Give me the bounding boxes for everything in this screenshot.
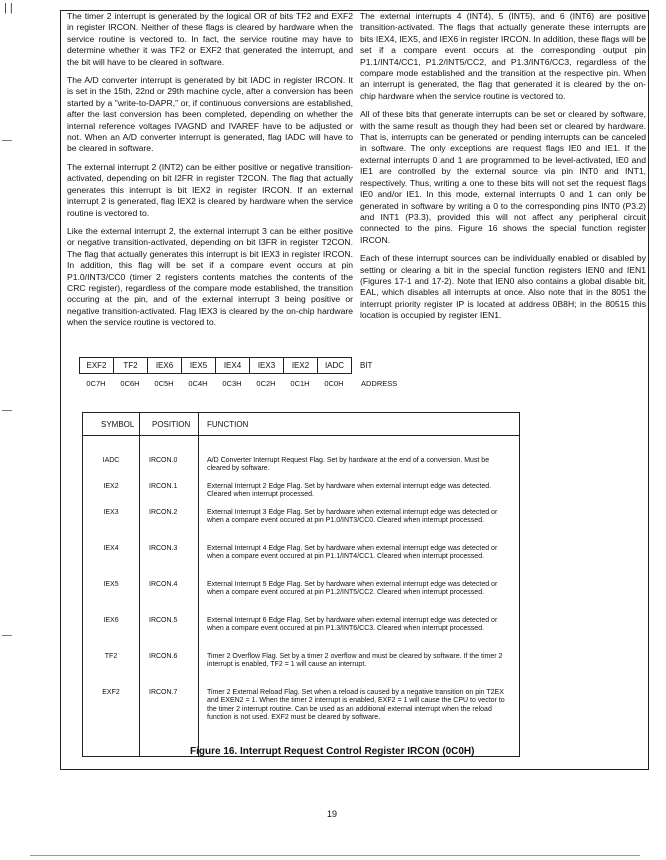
function-cell: External Interrupt 4 Edge Flag. Set by hardware when external interrupt edge was detected or when a compare event occured at pin P1.1/INT4/CC1. Cleared when interrupt processed.: [207, 545, 498, 561]
bit-address: 0C0H: [324, 379, 344, 388]
position-cell: IRCON.6: [149, 653, 178, 660]
symbol-cell: IEX3: [103, 509, 119, 516]
function-cell: External Interrupt 5 Edge Flag. Set by hardware when external interrupt edge was detected or when a compare event occured at pin P1.2/INT5/CC2. Cleared when interrupt processed.: [207, 581, 498, 597]
right-text-column: [360, 11, 646, 329]
bit-address: 0C1H: [290, 379, 310, 388]
table-body: [83, 436, 519, 756]
position-cell: IRCON.3: [149, 545, 178, 552]
margin-tick: [2, 635, 12, 636]
register-bit: IEX5: [181, 357, 216, 374]
address-label: ADDRESS: [361, 379, 398, 388]
paragraph: Each of these interrupt sources can be individually enabled or disabled by setting or clearing a bit in the special function registers IEN0 and IEN1 (Figures 17-1 and 17-2). Note that IEN0 also contains a global disable bit, EAL, which disables all interrupts at once. Also note that in the 8051 the interrupt priority register IP is located at address 0B8H; in the 80515 this location is occupied by register IEN1.: [360, 253, 646, 321]
register-diagram: [79, 357, 397, 388]
register-bit: TF2: [113, 357, 148, 374]
bit-address: 0C4H: [188, 379, 208, 388]
position-cell: IRCON.2: [149, 509, 178, 516]
symbol-cell: IEX5: [103, 581, 119, 588]
function-table: [82, 412, 520, 757]
bit-address: 0C5H: [154, 379, 174, 388]
symbol-cell: IEX4: [103, 545, 119, 552]
function-header: FUNCTION: [198, 413, 519, 435]
figure-caption: Figure 16. Interrupt Request Control Register IRCON (0C0H): [190, 746, 475, 757]
column-divider: [198, 436, 199, 756]
paragraph: The A/D converter interrupt is generated by bit IADC in register IRCON. It is set in the 15th, 22nd or 29th machine cycle, after a conversion has been started by a "write-to-DAPR," or, if continuous conversions are established, after the last conversion has been completed, depending on whether the internal reference voltages IVAGND and IVAREF have to be adjusted or not. When an A/D converter interrupt is generated, flag IADC will have to be cleared in software.: [67, 75, 353, 154]
paragraph: Like the external interrupt 2, the external interrupt 3 can be either positive or negative transition-activated, depending on bit I3FR in register T2CON. The flag that actually generates this interrupt is bit IEX3 in register IRCON. In addition, this flag will be set if a compare event occurs at pin P1.0/INT3/CC0 (timer 2 registers contents matches the contents of the CRC register), regardless of the compare mode established, the transition occuring at the pin, and of the external interrupt 3 being positive or negative transition-activated. Flag IEX3 is cleared by the on-chip hardware when the service routine is vectored to.: [67, 225, 353, 328]
symbol-cell: IADC: [102, 457, 120, 464]
register-bit: IEX4: [215, 357, 250, 374]
function-cell: A/D Converter Interrupt Request Flag. Set by hardware at the end of a conversion. Must be cleared by software.: [207, 457, 490, 473]
register-address-row: [79, 379, 397, 388]
column-divider: [139, 436, 140, 756]
left-text-column: [67, 11, 353, 336]
function-cell: External Interrupt 6 Edge Flag. Set by hardware when external interrupt edge was detected or when a compare event occured at pin P1.3/INT6/CC3. Cleared when interrupt processed.: [207, 617, 498, 633]
margin-tick: [2, 410, 12, 411]
register-bit: IEX2: [283, 357, 318, 374]
position-cell: IRCON.0: [149, 457, 178, 464]
page-number: 19: [327, 809, 338, 819]
position-cell: IRCON.5: [149, 617, 178, 624]
register-bit: IEX6: [147, 357, 182, 374]
symbol-cell: EXF2: [102, 689, 120, 696]
function-cell: Timer 2 Overflow Flag. Set by a timer 2 overflow and must be cleared by software. If the timer 2 interrupt is enabled, TF2 = 1 will cause an interrupt.: [207, 653, 503, 669]
paragraph: The timer 2 interrupt is generated by the logical OR of bits TF2 and EXF2 in register IRCON. Neither of these flags is cleared by hardware when the service routine is vectored to. In fact, the service routine may have to determine whether it was TF2 or EXF2 that generated the interrupt, and the bit will have to be cleared in software.: [67, 11, 353, 67]
function-cell: External Interrupt 3 Edge Flag. Set by hardware when external interrupt edge was detected or when a compare event occured at pin P1.0/INT3/CC0. Cleared when interrupt processed.: [207, 509, 498, 525]
function-cell: External Interrupt 2 Edge Flag. Set by hardware when external interrupt edge was detected. Cleared when interrupt processed.: [207, 483, 492, 499]
register-bit: IEX3: [249, 357, 284, 374]
paragraph: All of these bits that generate interrupts can be set or cleared by software, with the same result as though they had been set or cleared by hardware. That is, interrupts can be generated or pending interrupts can be canceled in software. The only exceptions are request flags IE0 and IE1. If the external interrupts 0 and 1 are programmed to be level-activated, IE0 and IE1 are controlled by the external source via pin INT0 and INT1, respectively. Thus, writing a one to these bits will not set the request flags IE0 and/or IE1. In this mode, external interrupts 0 and 1 can only be generated in software by writing a 0 to the corresponding pins INT0 (P3.2) and INT1 (P3.3), provided this will not affect any peripheral circuit connected to the pins. Figure 16 shows the special function register IRCON.: [360, 109, 646, 245]
symbol-cell: IEX2: [103, 483, 119, 490]
register-bit: IADC: [317, 357, 352, 374]
symbol-header: SYMBOL: [101, 419, 135, 429]
position-header: POSITION: [139, 413, 198, 435]
footer-rule: [30, 855, 640, 856]
bit-address: 0C3H: [222, 379, 242, 388]
bit-address: 0C6H: [120, 379, 140, 388]
position-cell: IRCON.4: [149, 581, 178, 588]
paragraph: The external interrupts 4 (INT4), 5 (INT5), and 6 (INT6) are positive transition-activated. The flags that actually generate these interrupts are bits IEX4, IEX5, and IEX6 in register IRCON. In addition, these flags will be set if a compare event occurs at the corresponding output pin P1.1/INT4/CC1, P1.2/INT5/CC2, and P1.3/INT6/CC3, regardless of the compare mode established and the transition at the respective pin. When an interrupt is generated, the flag that generated it is cleared by the on-chip hardware when the service routine is vectored to.: [360, 11, 646, 101]
bit-address: 0C7H: [86, 379, 106, 388]
register-bit: EXF2: [79, 357, 114, 374]
symbol-cell: TF2: [104, 653, 118, 660]
bit-address: 0C2H: [256, 379, 276, 388]
function-cell: Timer 2 External Reload Flag. Set when a reload is caused by a negative transition on pin T2EX and EXEN2 = 1. When the timer 2 interrupt is enabled, EXF2 = 1 will cause the CPU to vector to the timer 2 interrupt routine. Can be used as an additional external interrupt when the reload function is not used. EXF2 must be cleared by software.: [207, 689, 505, 722]
position-cell: IRCON.7: [149, 689, 178, 696]
symbol-cell: IEX6: [103, 617, 119, 624]
table-header: [83, 413, 519, 436]
paragraph: The external interrupt 2 (INT2) can be either positive or negative transition-activated, depending on bit I2FR in register T2CON. The flag that actually generates this interrupt is bit IEX2 in register IRCON. If an external interrupt 2 is generated, flag IEX2 is cleared by hardware when the service routine is vectored to.: [67, 161, 353, 218]
register-bits-row: [79, 357, 397, 374]
position-cell: IRCON.1: [149, 483, 178, 490]
page-corner-mark: | |: [4, 2, 13, 14]
bit-label: BIT: [360, 361, 373, 370]
margin-tick: [2, 140, 12, 141]
